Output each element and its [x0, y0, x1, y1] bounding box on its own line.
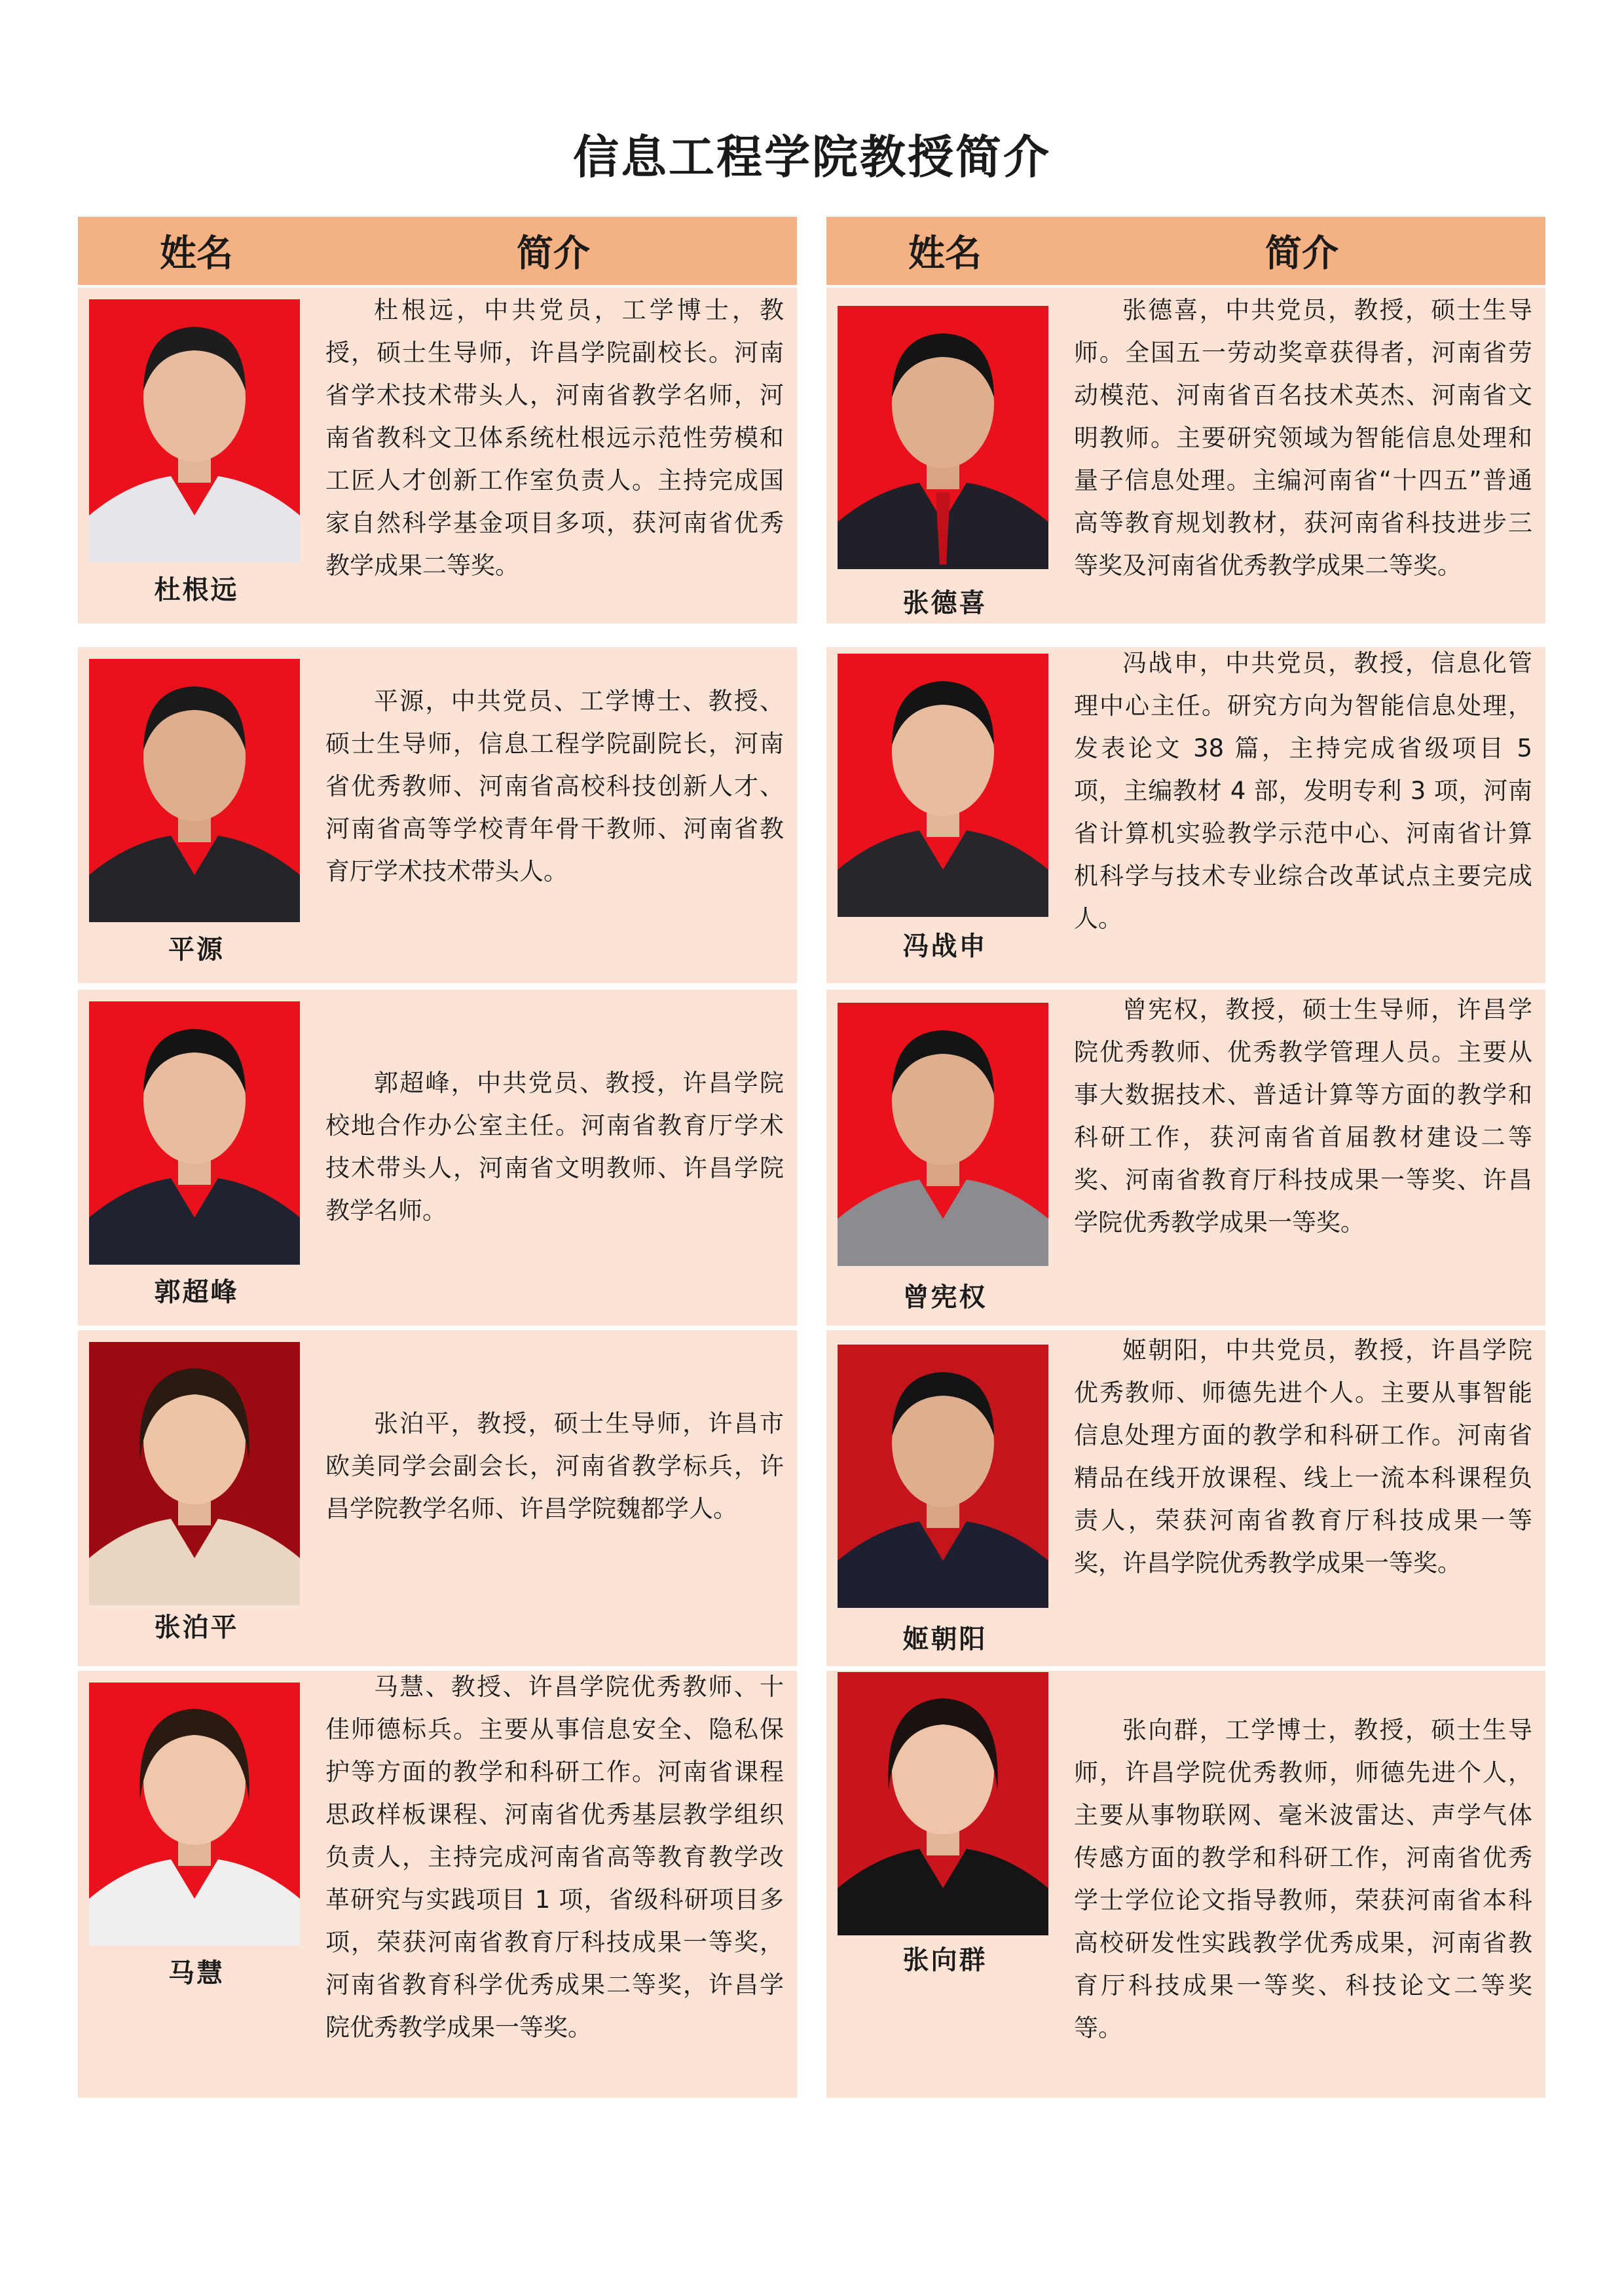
intro-header: 简介 — [517, 233, 590, 275]
person-bio: 张向群，工学博士，教授，硕士生导师，许昌学院优秀教师，师德先进个人，主要从事物联网、毫米波雷达、声学气体传感方面的教学和科研工作，河南省优秀学士学位论文指导教师，荣获河南省本科高校研发性实践教学优秀成果，河南省教育厅科技成果一等奖、科技论文二等奖等。 — [1074, 1716, 1532, 2042]
left-column — [78, 217, 797, 2041]
portrait-photo — [89, 1683, 300, 1946]
profile-card — [826, 288, 1545, 623]
person-bio: 姬朝阳，中共党员，教授，许昌学院优秀教师、师德先进个人。主要从事智能信息处理方面的教学和科研工作。河南省精品在线开放课程、线上一流本科课程负责人，荣获河南省教育厅科技成果一等奖，许昌学院优秀教学成果一等奖。 — [1074, 1336, 1532, 1577]
profile-card — [826, 1671, 1545, 2098]
profile-card — [826, 1330, 1545, 1666]
portrait-photo — [838, 654, 1048, 917]
profile-card — [826, 647, 1545, 983]
person-bio: 冯战申，中共党员，教授，信息化管理中心主任。研究方向为智能信息处理，发表论文 38 篇，主持完成省级项目 5 项，主编教材 4 部，发明专利 3 项，河南省计算机实验教学示范中心、河南省计算机科学与技术专业综合改革试点主要完成人。 — [1074, 649, 1532, 933]
portrait-photo — [838, 1003, 1048, 1266]
person-bio: 马慧、教授、许昌学院优秀教师、十佳师德标兵。主要从事信息安全、隐私保护等方面的教学和科研工作。河南省课程思政样板课程、河南省优秀基层教学组织负责人，主持完成河南省高等教育教学改革研究与实践项目 1 项，省级科研项目多项，荣获河南省教育厅科技成果一等奖，河南省教育科学优秀成果二等奖，许昌学院优秀教学成果一等奖。 — [325, 1673, 784, 2041]
person-name: 张泊平 — [154, 1612, 239, 1643]
person-name: 姬朝阳 — [902, 1624, 987, 1654]
portrait-photo — [838, 1672, 1048, 1935]
column-header — [826, 217, 1545, 285]
person-bio: 张德喜，中共党员，教授，硕士生导师。全国五一劳动奖章获得者，河南省劳动模范、河南省百名技术英杰、河南省文明教师。主要研究领域为智能信息处理和量子信息处理。主编河南省“十四五”普通高等教育规划教材，获河南省科技进步三等奖及河南省优秀教学成果二等奖。 — [1074, 296, 1532, 580]
person-name: 张德喜 — [902, 587, 987, 618]
page-title: 信息工程学院教授简介 — [573, 130, 1051, 184]
profile-card — [78, 990, 797, 1326]
profile-card — [78, 647, 797, 983]
right-column — [826, 217, 1545, 2042]
name-header: 姓名 — [160, 233, 233, 275]
person-bio: 曾宪权，教授，硕士生导师，许昌学院优秀教师、优秀教学管理人员。主要从事大数据技术、普适计算等方面的教学和科研工作，获河南省首届教材建设二等奖、河南省教育厅科技成果一等奖、许昌学院优秀教学成果一等奖。 — [1074, 996, 1532, 1237]
column-header — [78, 217, 797, 285]
portrait-photo — [89, 1342, 300, 1605]
person-bio: 张泊平，教授，硕士生导师，许昌市欧美同学会副会长，河南省教学标兵，许昌学院教学名师、许昌学院魏都学人。 — [325, 1409, 784, 1523]
portrait-photo — [89, 1001, 300, 1265]
person-name: 张向群 — [902, 1945, 987, 1975]
person-name: 曾宪权 — [902, 1282, 987, 1312]
name-header: 姓名 — [908, 233, 982, 275]
person-name: 马慧 — [168, 1958, 225, 1988]
portrait-photo — [838, 306, 1048, 569]
intro-header: 简介 — [1265, 233, 1338, 275]
person-bio: 平源，中共党员、工学博士、教授、硕士生导师，信息工程学院副院长，河南省优秀教师、河南省高校科技创新人才、河南省高等学校青年骨干教师、河南省教育厅学术技术带头人。 — [325, 687, 784, 885]
person-bio: 郭超峰，中共党员、教授，许昌学院校地合作办公室主任。河南省教育厅学术技术带头人，河南省文明教师、许昌学院教学名师。 — [325, 1069, 784, 1225]
person-name: 冯战申 — [902, 931, 987, 961]
profile-card — [78, 1671, 797, 2098]
person-bio: 杜根远，中共党员，工学博士，教授，硕士生导师，许昌学院副校长。河南省学术技术带头人，河南省教学名师，河南省教科文卫体系统杜根远示范性劳模和工匠人才创新工作室负责人。主持完成国家自然科学基金项目多项，获河南省优秀教学成果二等奖。 — [325, 296, 784, 580]
profile-card — [78, 288, 797, 623]
profile-card — [78, 1330, 797, 1666]
portrait-photo — [89, 659, 300, 922]
portrait-photo — [838, 1345, 1048, 1608]
person-name: 杜根远 — [154, 574, 239, 605]
person-name: 平源 — [168, 934, 225, 965]
person-name: 郭超峰 — [154, 1276, 239, 1307]
portrait-photo — [89, 299, 300, 563]
profile-card — [826, 990, 1545, 1326]
